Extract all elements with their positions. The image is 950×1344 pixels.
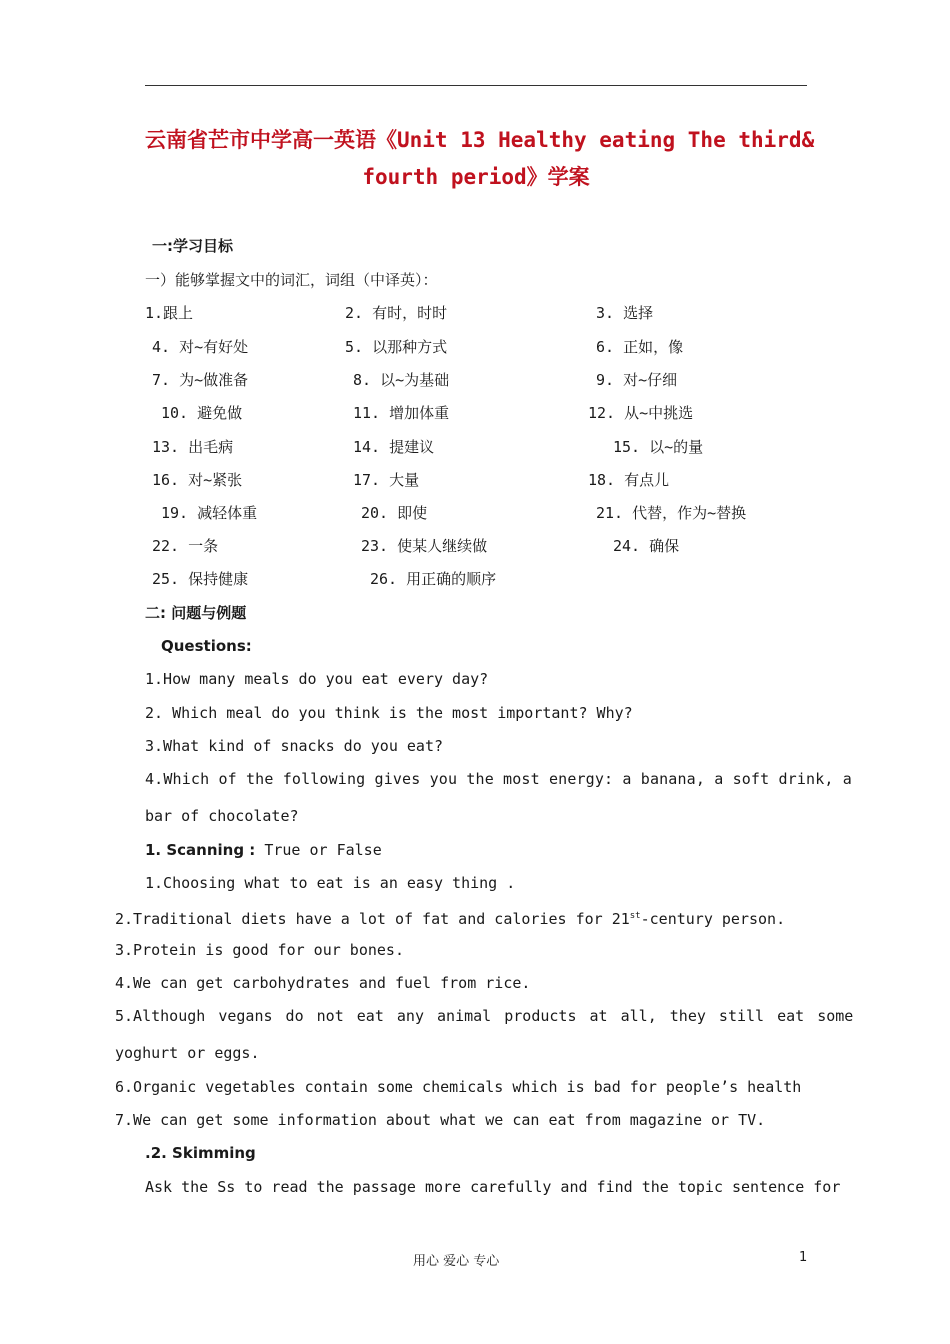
vocab-item: 7. 为~做准备 xyxy=(152,371,249,389)
footer-motto: 用心 爱心 专心 xyxy=(413,1254,500,1269)
vocab-item: 8. 以~为基础 xyxy=(353,371,450,389)
question-item: 3.What kind of snacks do you eat? xyxy=(145,737,444,755)
skimming-text: Ask the Ss to read the passage more carefully and find the topic sentence for xyxy=(145,1178,841,1196)
doc-title-line2: fourth period》学案 xyxy=(362,165,590,189)
vocab-item: 24. 确保 xyxy=(613,537,680,555)
question-item: 4.Which of the following gives you the most energy: a banana, a soft drink, a xyxy=(145,770,852,788)
vocab-item: 9. 对~仔细 xyxy=(596,371,678,389)
tf-item: 5.Although vegans do not eat any animal products at all, they still eat some xyxy=(115,1007,854,1025)
vocab-item: 2. 有时，时时 xyxy=(345,304,448,322)
vocab-item: 5. 以那种方式 xyxy=(345,338,448,356)
vocab-item: 17. 大量 xyxy=(353,471,420,489)
scanning-line xyxy=(145,840,382,860)
vocab-item: 23. 使某人继续做 xyxy=(361,537,488,555)
skimming-label: .2. Skimming xyxy=(145,1144,256,1162)
tf-item-text: 2.Traditional diets have a lot of fat and calories for 21 xyxy=(115,910,630,928)
tf-item-text-rest: -century person. xyxy=(640,910,786,928)
tf-item: 3.Protein is good for our bones. xyxy=(115,941,404,959)
vocab-item: 6. 正如，像 xyxy=(596,338,684,356)
tf-item: 6.Organic vegetables contain some chemicals which is bad for people’s health xyxy=(115,1078,802,1096)
section2-heading: 二: 问题与例题 xyxy=(145,604,247,622)
scanning-rest: True or False xyxy=(255,841,382,859)
page-number: 1 xyxy=(799,1250,808,1265)
question-item: 2. Which meal do you think is the most important? Why? xyxy=(145,704,633,722)
vocab-item: 13. 出毛病 xyxy=(152,438,234,456)
vocab-item: 1.跟上 xyxy=(145,304,194,322)
vocab-item: 15. 以~的量 xyxy=(613,438,704,456)
vocab-item: 19. 减轻体重 xyxy=(161,504,258,522)
vocab-item: 18. 有点儿 xyxy=(588,471,670,489)
vocab-item: 22. 一条 xyxy=(152,537,219,555)
question-item: bar of chocolate? xyxy=(145,807,299,825)
header-rule xyxy=(145,85,807,86)
vocab-item: 21. 代替，作为~替换 xyxy=(596,504,747,522)
vocab-item: 14. 提建议 xyxy=(353,438,435,456)
scanning-label: 1. Scanning : xyxy=(145,841,256,859)
section1-heading: 一:学习目标 xyxy=(152,237,233,255)
vocab-item: 26. 用正确的顺序 xyxy=(370,570,497,588)
vocab-item: 12. 从~中挑选 xyxy=(588,404,694,422)
tf-item: yoghurt or eggs. xyxy=(115,1044,260,1062)
vocab-item: 20. 即使 xyxy=(361,504,428,522)
tf-item: 7.We can get some information about what we can eat from magazine or TV. xyxy=(115,1111,766,1129)
questions-label: Questions: xyxy=(161,637,252,655)
doc-title-line1: 云南省芒市中学高一英语《Unit 13 Healthy eating The third& xyxy=(145,128,815,152)
vocab-item: 3. 选择 xyxy=(596,304,654,322)
vocab-item: 10. 避免做 xyxy=(161,404,243,422)
vocab-item: 25. 保持健康 xyxy=(152,570,249,588)
vocab-item: 4. 对~有好处 xyxy=(152,338,249,356)
vocab-item: 11. 增加体重 xyxy=(353,404,450,422)
tf-item: 4.We can get carbohydrates and fuel from rice. xyxy=(115,974,531,992)
vocab-item: 16. 对~紧张 xyxy=(152,471,243,489)
section1-instruction: 一）能够掌握文中的词汇，词组（中译英）： xyxy=(145,271,438,289)
question-item: 1.How many meals do you eat every day? xyxy=(145,670,489,688)
tf-item xyxy=(115,906,785,929)
tf-item-sup: st xyxy=(629,911,641,921)
tf-item: 1.Choosing what to eat is an easy thing . xyxy=(145,874,516,892)
